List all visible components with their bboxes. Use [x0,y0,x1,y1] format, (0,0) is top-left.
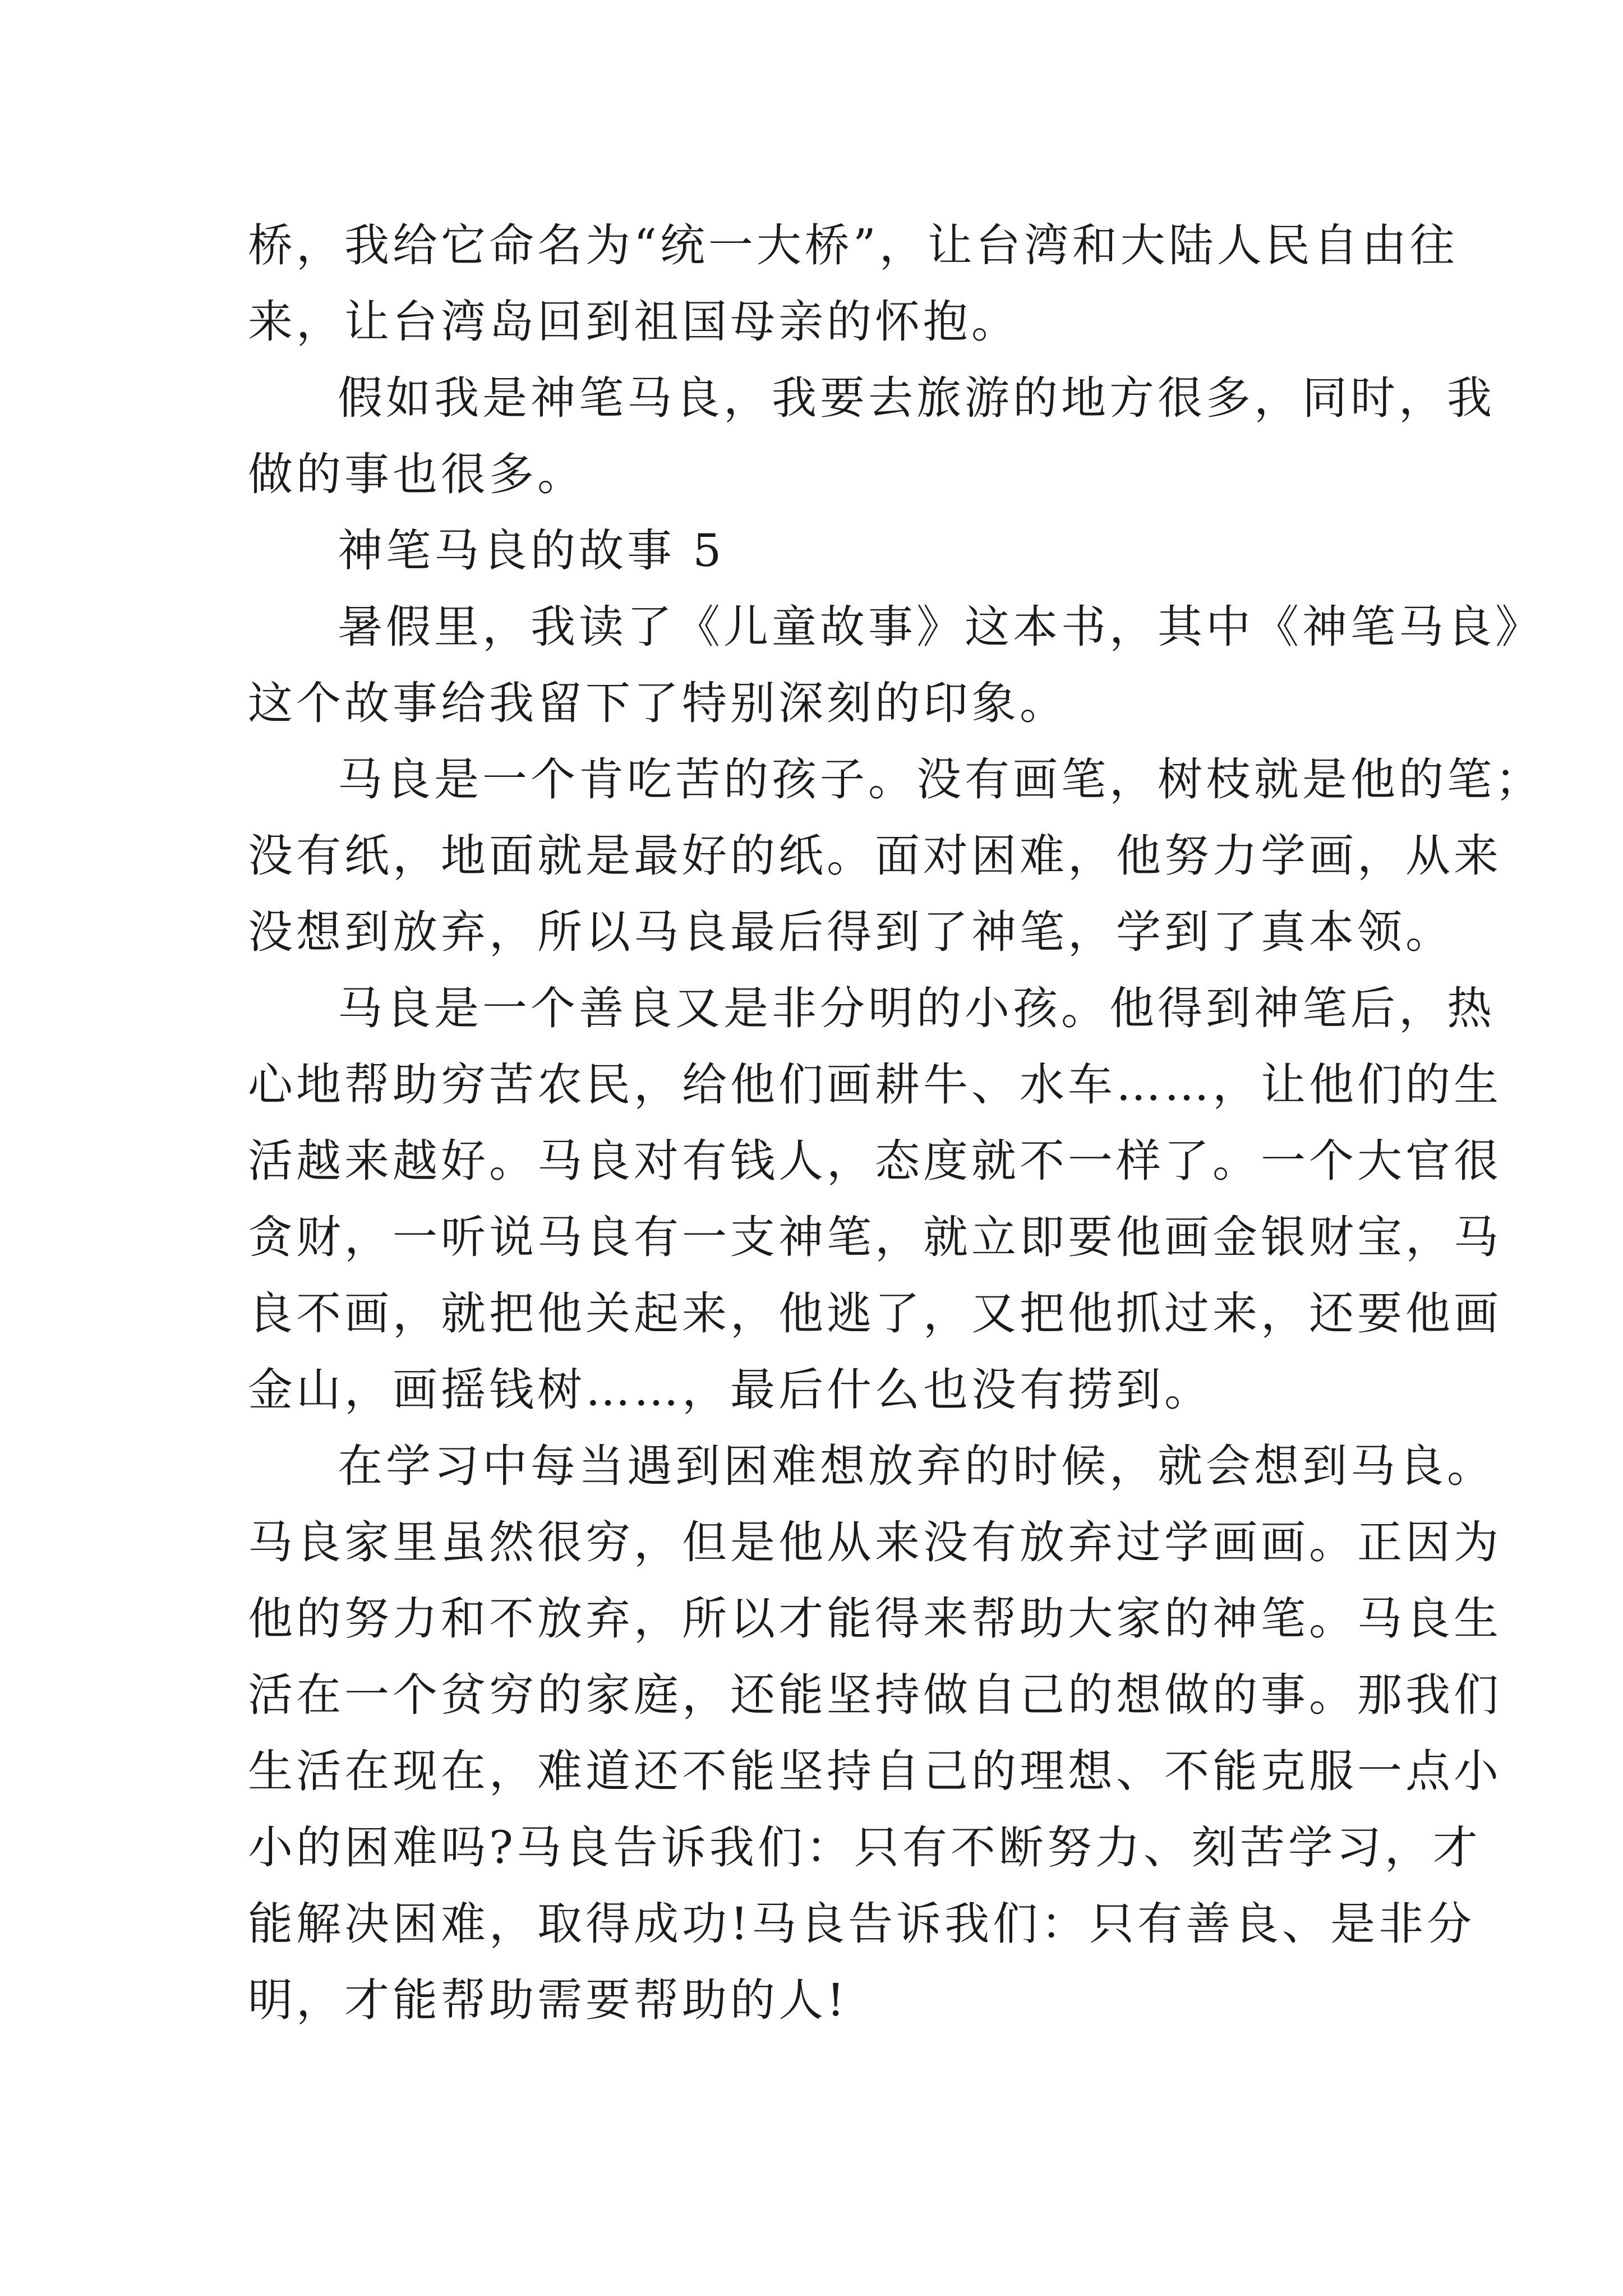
body-text-line: 贪财，一听说马良有一支神笔，就立即要他画金银财宝，马 [248,1211,1502,1263]
body-text-line: 这个故事给我留下了特别深刻的印象。 [248,677,1068,729]
body-text-line: 桥，我给它命名为“统一大桥”，让台湾和大陆人民自由往 [248,219,1458,272]
section-heading: 神笔马良的故事 5 [338,524,725,577]
body-text-line: 马良是一个善良又是非分明的小孩。他得到神笔后，热 [338,982,1495,1034]
body-text-line: 没想到放弃，所以马良最后得到了神笔，学到了真本领。 [248,906,1454,958]
body-text-line: 暑假里，我读了《儿童故事》这本书，其中《神笔马良》 [338,601,1543,653]
body-text-line: 做的事也很多。 [248,448,585,500]
body-text-line: 活在一个贫穷的家庭，还能坚持做自己的想做的事。那我们 [248,1669,1502,1721]
body-text-line: 小的困难吗?马良告诉我们：只有不断努力、刻苦学习，才 [248,1821,1481,1874]
body-text-line: 他的努力和不放弃，所以才能得来帮助大家的神笔。马良生 [248,1593,1502,1645]
body-text-line: 良不画，就把他关起来，他逃了，又把他抓过来，还要他画 [248,1287,1502,1340]
body-text-line: 假如我是神笔马良，我要去旅游的地方很多，同时，我 [338,372,1495,424]
body-text-line: 明，才能帮助需要帮助的人! [248,1974,849,2026]
body-text-line: 没有纸，地面就是最好的纸。面对困难，他努力学画，从来 [248,830,1502,882]
body-text-line: 生活在现在，难道还不能坚持自己的理想、不能克服一点小 [248,1745,1502,1797]
body-text-line: 活越来越好。马良对有钱人，态度就不一样了。一个大官很 [248,1135,1502,1187]
body-text-line: 能解决困难，取得成功!马良告诉我们：只有善良、是非分 [248,1898,1476,1950]
body-text-line: 心地帮助穷苦农民，给他们画耕牛、水车……，让他们的生 [248,1059,1502,1111]
body-text-line: 金山，画摇钱树……，最后什么也没有捞到。 [248,1364,1212,1416]
body-text-line: 马良是一个肯吃苦的孩子。没有画笔，树枝就是他的笔； [338,753,1543,806]
body-text-line: 马良家里虽然很穷，但是他从来没有放弃过学画画。正因为 [248,1516,1502,1568]
body-text-line: 来，让台湾岛回到祖国母亲的怀抱。 [248,296,1020,348]
document-body [248,208,1543,2039]
body-text-line: 在学习中每当遇到困难想放弃的时候，就会想到马良。 [338,1440,1495,1492]
